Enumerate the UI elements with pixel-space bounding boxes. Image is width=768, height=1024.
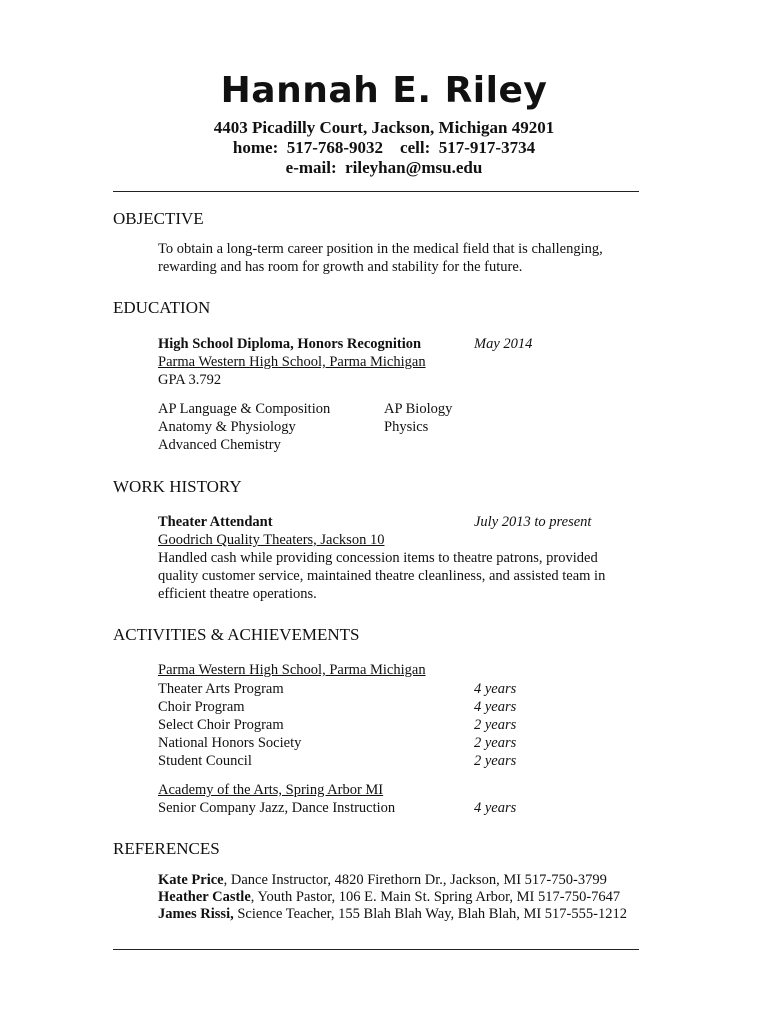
course-item: Anatomy & Physiology <box>158 419 296 435</box>
activity-item: Theater Arts Program <box>158 681 284 697</box>
activity-duration: 2 years <box>474 753 517 769</box>
address-line: 4403 Picadilly Court, Jackson, Michigan 49201 <box>213 118 555 137</box>
activity-duration: 4 years <box>474 681 517 697</box>
course-item: Physics <box>384 419 429 435</box>
activity-item: Select Choir Program <box>158 717 284 733</box>
reference-entry <box>158 906 627 923</box>
applicant-name: Hannah E. Riley <box>220 70 548 111</box>
work-history-heading: WORK HISTORY <box>113 477 242 496</box>
activity-duration: 2 years <box>474 717 517 733</box>
reference-detail: , Youth Pastor, 106 E. Main St. Spring Arbor, MI 517-750-7647 <box>250 889 621 905</box>
objective-text-line-1: To obtain a long-term career position in the medical field that is challenging, <box>158 241 603 257</box>
degree-date: May 2014 <box>474 336 533 352</box>
activity-group-title: Parma Western High School, Parma Michigan <box>158 662 426 678</box>
gpa: GPA 3.792 <box>158 372 222 388</box>
activity-item: National Honors Society <box>158 735 302 751</box>
reference-name: Heather Castle <box>158 889 251 905</box>
education-heading: EDUCATION <box>113 298 211 317</box>
activity-item: Choir Program <box>158 699 245 715</box>
activities-heading: ACTIVITIES & ACHIEVEMENTS <box>113 625 360 644</box>
degree-title: High School Diploma, Honors Recognition <box>158 336 422 352</box>
phone-line: home: 517-768-9032 cell: 517-917-3734 <box>232 138 536 157</box>
employer-name: Goodrich Quality Theaters, Jackson 10 <box>158 532 385 548</box>
activity-duration: 4 years <box>474 800 517 816</box>
reference-detail: Science Teacher, 155 Blah Blah Way, Blah Blah, MI 517-555-1212 <box>233 906 627 922</box>
activity-duration: 4 years <box>474 699 517 715</box>
reference-entry <box>158 889 620 906</box>
header-divider <box>113 191 639 192</box>
reference-detail: , Dance Instructor, 4820 Firethorn Dr., Jackson, MI 517-750-3799 <box>223 872 607 888</box>
footer-divider <box>113 949 639 950</box>
activity-group-title: Academy of the Arts, Spring Arbor MI <box>158 782 384 798</box>
objective-heading: OBJECTIVE <box>113 209 204 228</box>
job-description-line-2: quality customer service, maintained theatre cleanliness, and assisted team in <box>158 568 606 584</box>
email-line: e-mail: rileyhan@msu.edu <box>285 158 483 177</box>
course-item: AP Language & Composition <box>158 401 331 417</box>
reference-name: Kate Price <box>158 872 224 888</box>
activity-item: Student Council <box>158 753 252 769</box>
reference-entry <box>158 872 607 889</box>
references-heading: REFERENCES <box>113 839 220 858</box>
objective-text-line-2: rewarding and has room for growth and stability for the future. <box>158 259 523 275</box>
reference-name: James Rissi, <box>158 906 234 922</box>
course-item: Advanced Chemistry <box>158 437 281 453</box>
activity-item: Senior Company Jazz, Dance Instruction <box>158 800 396 816</box>
school-name: Parma Western High School, Parma Michigan <box>158 354 426 370</box>
job-description-line-1: Handled cash while providing concession items to theatre patrons, provided <box>158 550 598 566</box>
job-description-line-3: efficient theatre operations. <box>158 586 317 602</box>
job-date: July 2013 to present <box>474 514 592 530</box>
job-title: Theater Attendant <box>158 514 273 530</box>
course-item: AP Biology <box>384 401 453 417</box>
activity-duration: 2 years <box>474 735 517 751</box>
